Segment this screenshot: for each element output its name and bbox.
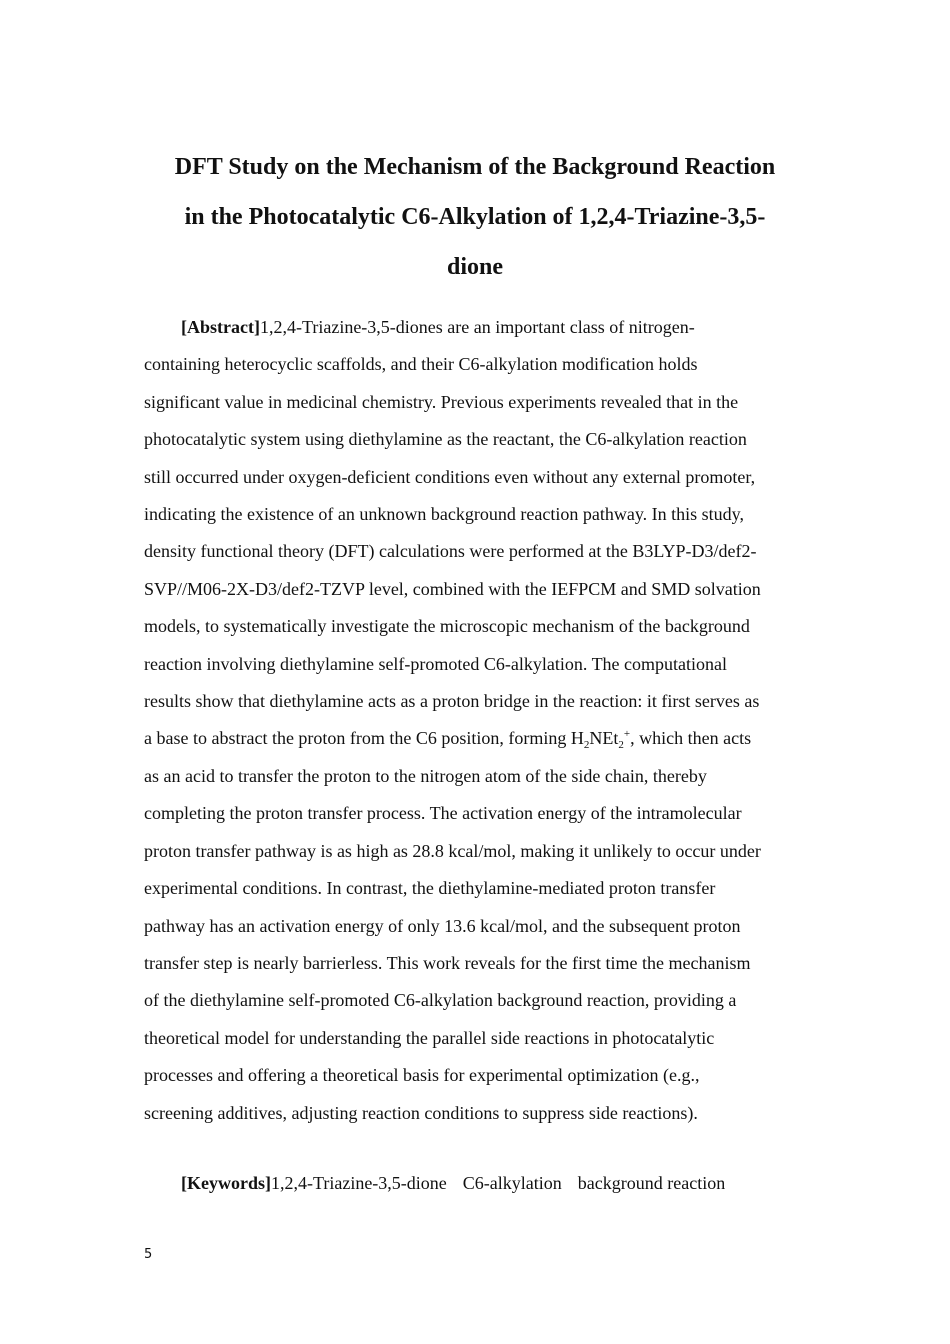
keywords-label: [Keywords] [181,1173,271,1193]
abstract-line: screening additives, adjusting reaction conditions to suppress side reactions). [144,1102,698,1123]
abstract-line: processes and offering a theoretical basis for experimental optimization (e.g., [144,1065,700,1086]
abstract-line: still occurred under oxygen-deficient conditions even without any external promoter, [144,466,756,487]
abstract-line: proton transfer pathway is as high as 28.8 kcal/mol, making it unlikely to occur under [144,840,761,861]
title-line-2: in the Photocatalytic C6-Alkylation of 1,2,4-Triazine-3,5- [184,204,766,230]
abstract-label: [Abstract] [181,317,260,337]
abstract-text: 1,2,4-Triazine-3,5-diones are an important class of nitrogen- [259,317,695,337]
abstract-line: reaction involving diethylamine self-promoted C6-alkylation. The computational [144,653,728,674]
abstract-line: completing the proton transfer process. The activation energy of the intramolecular [144,803,742,824]
abstract-text: a base to abstract the proton from the C6 position, forming H [144,728,584,749]
abstract-line: indicating the existence of an unknown background reaction pathway. In this study, [144,504,745,525]
abstract-line [144,309,806,346]
abstract-line: density functional theory (DFT) calculations were performed at the B3LYP-D3/def2- [144,541,757,562]
abstract-line: significant value in medicinal chemistry. Previous experiments revealed that in the [144,391,739,412]
abstract-line: experimental conditions. In contrast, the diethylamine-mediated proton transfer [144,878,716,899]
abstract-line: photocatalytic system using diethylamine as the reactant, the C6-alkylation reaction [144,429,747,450]
title-line-1: DFT Study on the Mechanism of the Background Reaction [174,154,776,180]
keyword: background reaction [577,1173,726,1193]
abstract-line: of the diethylamine self-promoted C6-alkylation background reaction, providing a [144,990,737,1011]
page-number: 5 [144,1247,153,1262]
paper-title [144,142,806,292]
abstract-line: containing heterocyclic scaffolds, and their C6-alkylation modification holds [144,354,698,375]
superscript: + [623,728,631,741]
title-line-3: dione [446,254,503,280]
keyword: C6-alkylation [462,1173,562,1193]
abstract-line: pathway has an activation energy of only 13.6 kcal/mol, and the subsequent proton [144,915,741,936]
abstract-line: SVP//M06-2X-D3/def2-TZVP level, combined with the IEFPCM and SMD solvation [144,578,761,599]
abstract-line: results show that diethylamine acts as a proton bridge in the reaction: it first serves as [144,691,760,712]
abstract-text: , which then acts [630,728,752,749]
subscript: 2 [583,739,590,752]
abstract-line: models, to systematically investigate the microscopic mechanism of the background [144,616,750,637]
keyword: 1,2,4-Triazine-3,5-dione [270,1173,447,1193]
abstract-paragraph [144,309,806,1132]
abstract-line [144,720,806,757]
abstract-line: transfer step is nearly barrierless. This work reveals for the first time the mechanism [144,952,751,973]
keywords-section [181,1165,725,1202]
abstract-text: NEt [589,728,619,749]
abstract-line: theoretical model for understanding the parallel side reactions in photocatalytic [144,1027,715,1048]
abstract-line: as an acid to transfer the proton to the nitrogen atom of the side chain, thereby [144,765,707,786]
subscript: 2 [618,739,624,752]
